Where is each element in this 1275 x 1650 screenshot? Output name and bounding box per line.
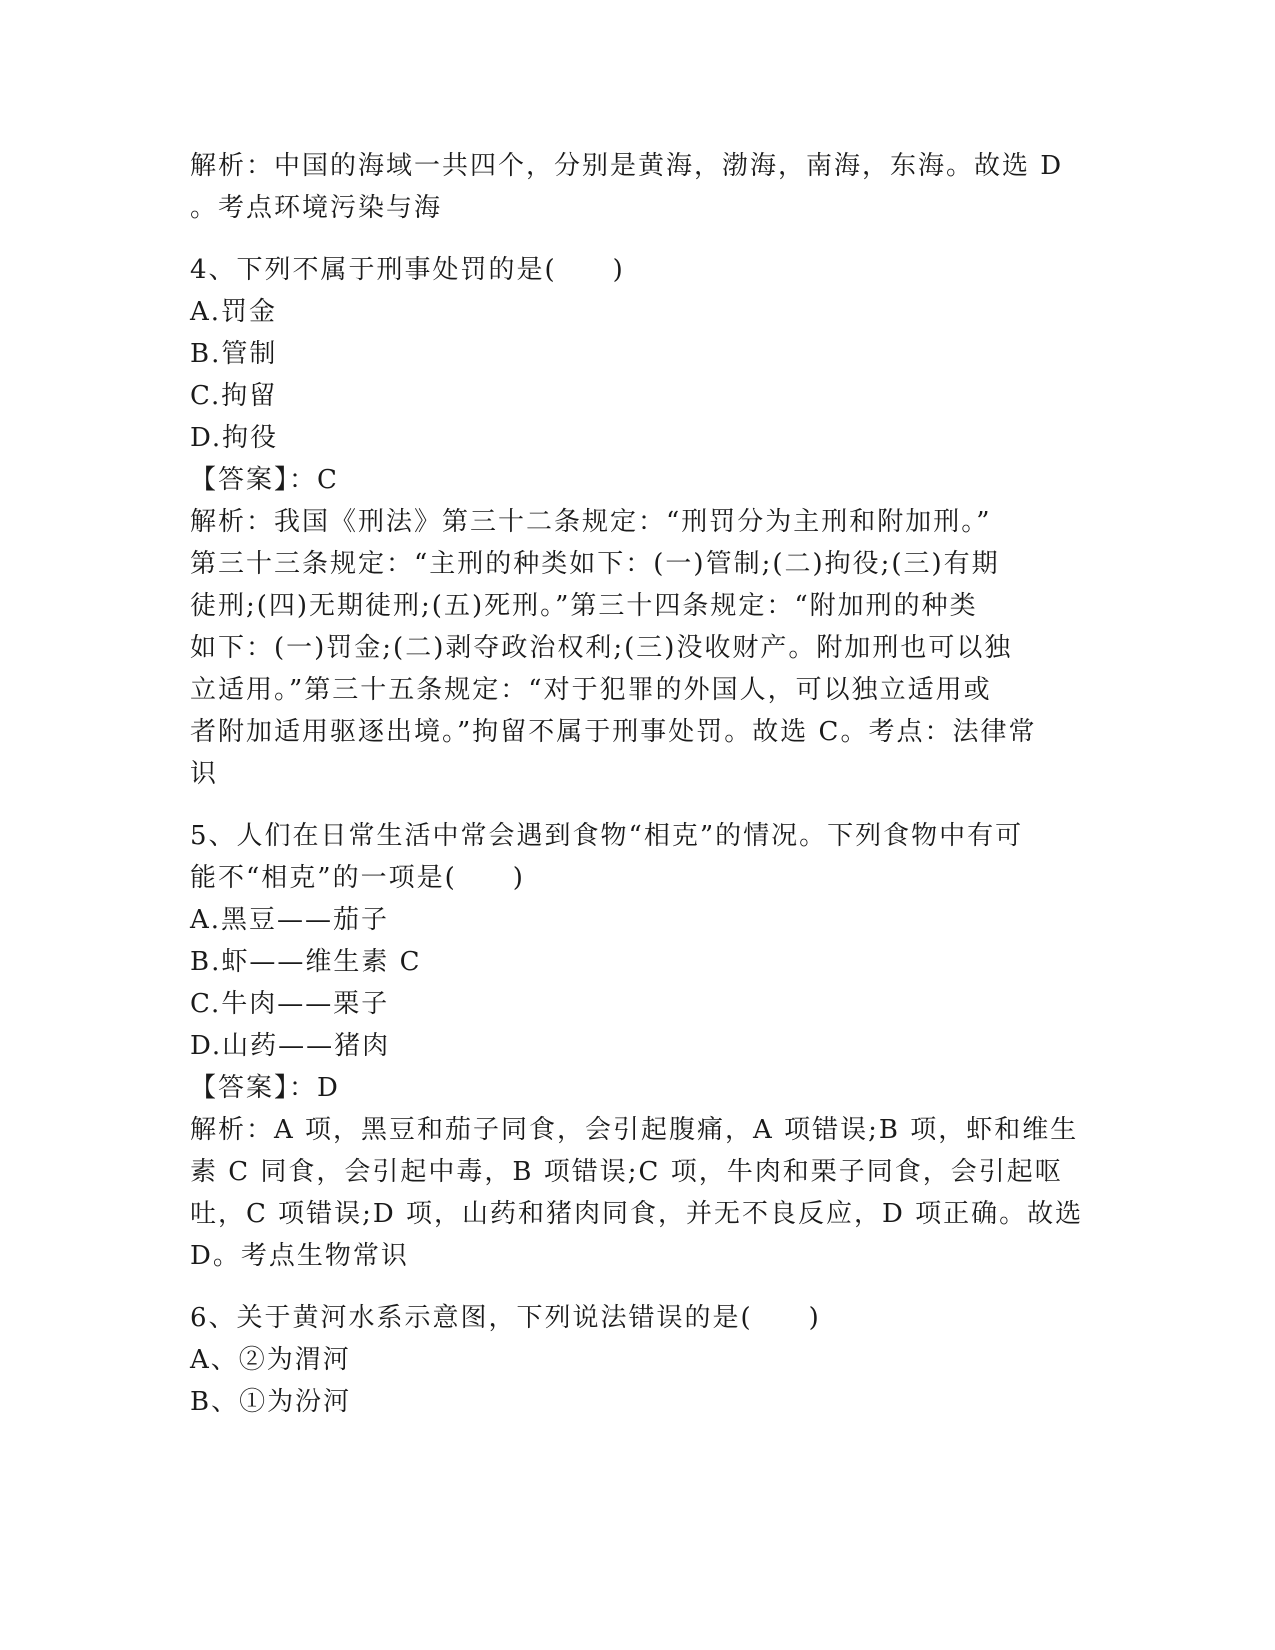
question-stem: 6、关于黄河水系示意图，下列说法错误的是( ) bbox=[190, 1303, 821, 1333]
explanation-line: 第三十三条规定：“主刑的种类如下：(一)管制;(二)拘役;(三)有期 bbox=[190, 549, 1000, 579]
explanation-line: D。考点生物常识 bbox=[190, 1241, 409, 1271]
option-b: B、①为汾河 bbox=[190, 1387, 352, 1417]
explanation-line: 解析：我国《刑法》第三十二条规定：“刑罚分为主刑和附加刑。” bbox=[190, 507, 992, 537]
explanation-line: 素 C 同食，会引起中毒，B 项错误;C 项，牛肉和栗子同食，会引起呕 bbox=[190, 1157, 1063, 1187]
option-b: B.虾——维生素 C bbox=[190, 947, 422, 977]
option-d: D.山药——猪肉 bbox=[190, 1031, 391, 1061]
option-a: A.罚金 bbox=[190, 297, 278, 327]
explanation-line: 识 bbox=[190, 759, 219, 789]
option-a: A.黑豆——茄子 bbox=[190, 905, 390, 935]
option-b: B.管制 bbox=[190, 339, 278, 369]
explanation-line: 徒刑;(四)无期徒刑;(五)死刑。”第三十四条规定：“附加刑的种类 bbox=[190, 591, 978, 621]
option-c: C.牛肉——栗子 bbox=[190, 989, 390, 1019]
answer: 【答案】：D bbox=[190, 1073, 340, 1103]
explanation-line: 者附加适用驱逐出境。”拘留不属于刑事处罚。故选 C。考点：法律常 bbox=[190, 717, 1037, 747]
question-5 bbox=[190, 815, 1090, 1277]
question-6 bbox=[190, 1297, 1090, 1423]
question-4 bbox=[190, 249, 1090, 795]
explanation-line: 如下：(一)罚金;(二)剥夺政治权利;(三)没收财产。附加刑也可以独 bbox=[190, 633, 1013, 663]
question-stem: 4、下列不属于刑事处罚的是( ) bbox=[190, 255, 625, 285]
explanation-line: 立适用。”第三十五条规定：“对于犯罪的外国人，可以独立适用或 bbox=[190, 675, 992, 705]
option-d: D.拘役 bbox=[190, 423, 279, 453]
option-a: A、②为渭河 bbox=[190, 1345, 351, 1375]
question-stem: 能不“相克”的一项是( ) bbox=[190, 863, 525, 893]
explanation-line: 吐，C 项错误;D 项，山药和猪肉同食，并无不良反应，D 项正确。故选 bbox=[190, 1199, 1084, 1229]
text-line: 。考点环境污染与海 bbox=[190, 193, 443, 223]
explanation-line: 解析：A 项，黑豆和茄子同食，会引起腹痛，A 项错误;B 项，虾和维生 bbox=[190, 1115, 1079, 1145]
q3-explanation bbox=[190, 145, 1090, 229]
text-line: 解析：中国的海域一共四个，分别是黄海，渤海，南海，东海。故选 D bbox=[190, 151, 1064, 181]
answer: 【答案】：C bbox=[190, 465, 339, 495]
option-c: C.拘留 bbox=[190, 381, 278, 411]
document-page bbox=[190, 145, 1090, 1423]
question-stem: 5、人们在日常生活中常会遇到食物“相克”的情况。下列食物中有可 bbox=[190, 821, 1024, 851]
